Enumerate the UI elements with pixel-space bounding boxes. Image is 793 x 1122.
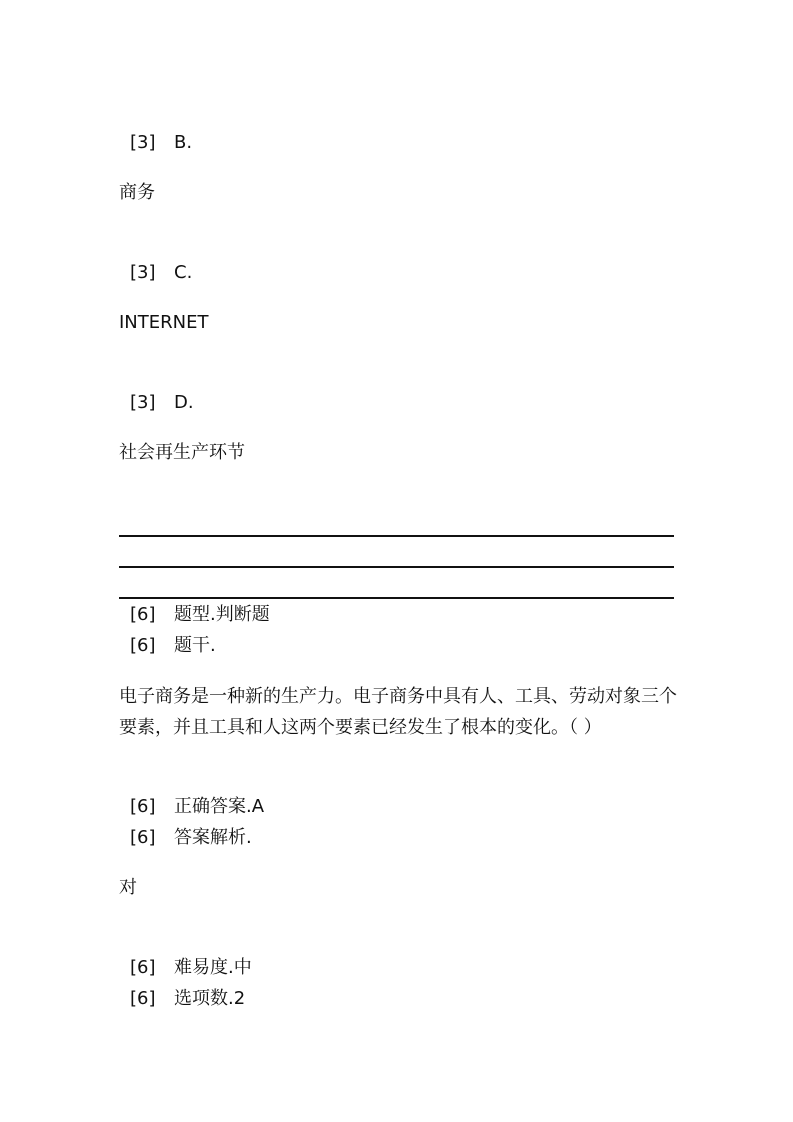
option-c-text: INTERNET: [119, 312, 209, 333]
option-d-letter: D.: [174, 392, 194, 413]
question-stem-text: 电子商务是一种新的生产力。电子商务中具有人、工具、劳动对象三个要素，并且工具和人这两个要素已经发生了根本的变化。（ ）: [119, 686, 677, 738]
difficulty-tag: [6]: [130, 957, 156, 978]
option-b-letter: B.: [174, 132, 193, 153]
option-count-tag: [6]: [130, 988, 156, 1009]
question-stem-label: 题干.: [174, 635, 216, 656]
option-c-letter: C.: [174, 262, 193, 283]
option-count: 选项数.2: [174, 988, 246, 1009]
analysis-label: 答案解析.: [174, 827, 252, 848]
option-d-tag: [3]: [130, 392, 156, 413]
correct-answer: 正确答案.A: [174, 796, 265, 817]
analysis-text: 对: [119, 877, 137, 898]
separator-rule-1: [119, 535, 674, 537]
option-c-tag: [3]: [130, 262, 156, 283]
analysis-tag: [6]: [130, 827, 156, 848]
answer-tag: [6]: [130, 796, 156, 817]
question-type-tag: [6]: [130, 604, 156, 625]
option-b-text: 商务: [119, 182, 155, 203]
question-stem-tag: [6]: [130, 635, 156, 656]
separator-rule-3: [119, 597, 674, 599]
difficulty: 难易度.中: [174, 957, 252, 978]
separator-rule-2: [119, 566, 674, 568]
option-d-text: 社会再生产环节: [119, 442, 245, 463]
option-b-tag: [3]: [130, 132, 156, 153]
question-type: 题型.判断题: [174, 604, 270, 625]
